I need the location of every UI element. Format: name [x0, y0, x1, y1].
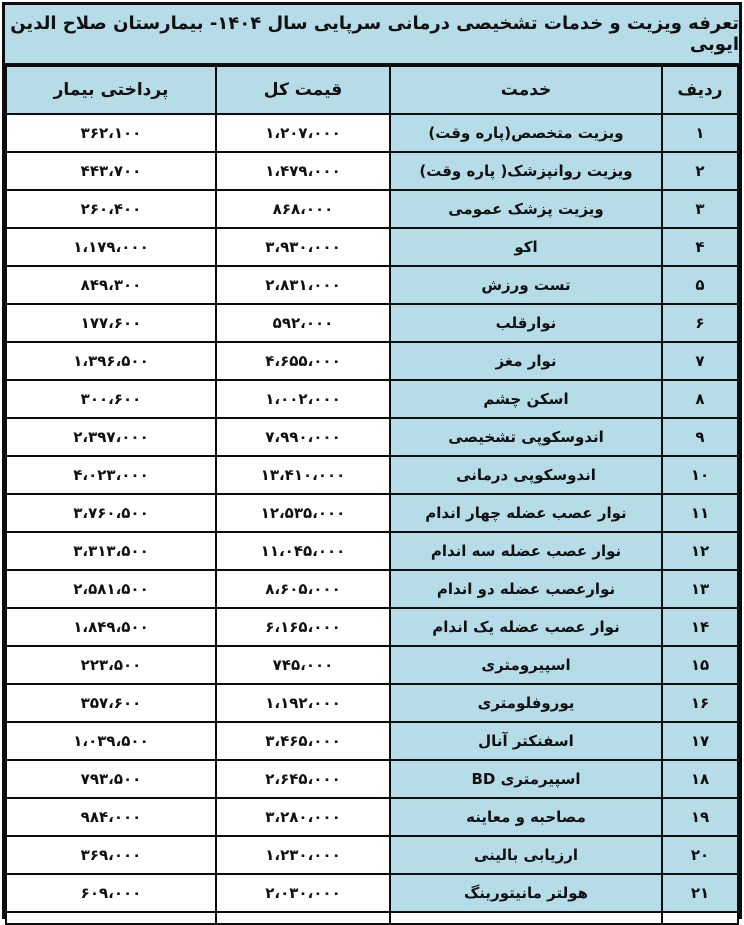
- total-price-cell: ۱،۴۷۹،۰۰۰: [216, 152, 390, 190]
- service-name-cell: نوار مغز: [390, 342, 662, 380]
- row-index-cell: ۱۰: [662, 456, 738, 494]
- total-price-cell: ۱،۲۳۰،۰۰۰: [216, 836, 390, 874]
- service-name-cell: اسفنکتر آنال: [390, 722, 662, 760]
- patient-pay-cell: ۱۷۷،۶۰۰: [6, 304, 216, 342]
- service-name-cell: اسپیرمتری BD: [390, 760, 662, 798]
- service-name-cell: نوار عصب عضله چهار اندام: [390, 494, 662, 532]
- table-row: [6, 684, 738, 722]
- table-row: [6, 874, 738, 912]
- patient-pay-cell: ۷۹۳،۵۰۰: [6, 760, 216, 798]
- service-name-cell: اکو: [390, 228, 662, 266]
- table-row: [6, 228, 738, 266]
- table-row: [6, 304, 738, 342]
- table-row: [6, 456, 738, 494]
- tariff-sheet: [2, 2, 742, 919]
- row-index-cell: ۱۳: [662, 570, 738, 608]
- patient-pay-cell: ۸۴۹،۳۰۰: [6, 266, 216, 304]
- patient-pay-cell: ۳،۷۶۰،۵۰۰: [6, 494, 216, 532]
- patient-pay-cell: ۳۶۲،۱۰۰: [6, 114, 216, 152]
- patient-pay-cell: ۹۸۴،۰۰۰: [6, 798, 216, 836]
- service-name-cell: مصاحبه و معاینه: [390, 798, 662, 836]
- column-header-patient-pay: پرداختی بیمار: [6, 66, 216, 114]
- service-name-cell: ویزیت متخصص(پاره وقت): [390, 114, 662, 152]
- total-price-cell: ۱،۲۰۷،۰۰۰: [216, 114, 390, 152]
- total-price-cell: ۳،۲۸۰،۰۰۰: [216, 798, 390, 836]
- table-row: [6, 836, 738, 874]
- row-index-cell: ۲۰: [662, 836, 738, 874]
- service-name-cell: نوارعصب عضله دو اندام: [390, 570, 662, 608]
- table-row: [6, 380, 738, 418]
- service-name-cell: ارزیابی بالینی: [390, 836, 662, 874]
- row-index-cell: ۱۱: [662, 494, 738, 532]
- total-price-cell: ۲،۶۴۵،۰۰۰: [216, 760, 390, 798]
- tariff-table: [5, 65, 739, 925]
- table-row: [6, 532, 738, 570]
- column-header-row-no: ردیف: [662, 66, 738, 114]
- total-price-cell: ۱۱،۰۴۵،۰۰۰: [216, 532, 390, 570]
- row-index-cell: ۹: [662, 418, 738, 456]
- patient-pay-cell: ۳۶۹،۰۰۰: [6, 836, 216, 874]
- table-title: تعرفه ویزیت و خدمات تشخیصی درمانی سرپایی سال ۱۴۰۴- بیمارستان صلاح الدین ایوبی: [5, 5, 739, 65]
- row-index-cell: ۱۷: [662, 722, 738, 760]
- service-name-cell: اسپیرومتری: [390, 646, 662, 684]
- table-row: [6, 760, 738, 798]
- patient-pay-cell: ۳،۳۱۳،۵۰۰: [6, 532, 216, 570]
- service-name-cell: اسکن چشم: [390, 380, 662, 418]
- patient-pay-cell: ۲۶۰،۴۰۰: [6, 190, 216, 228]
- service-name-cell: ویزیت روانپزشک( پاره وقت): [390, 152, 662, 190]
- row-index-cell: ۱۹: [662, 798, 738, 836]
- service-name-cell: نوارقلب: [390, 304, 662, 342]
- row-index-cell: ۲۱: [662, 874, 738, 912]
- table-row: [6, 608, 738, 646]
- total-price-cell: ۵۹۲،۰۰۰: [216, 304, 390, 342]
- row-index-cell: ۷: [662, 342, 738, 380]
- partial-cell: [390, 912, 662, 924]
- table-row: [6, 190, 738, 228]
- patient-pay-cell: ۶۰۹،۰۰۰: [6, 874, 216, 912]
- patient-pay-cell: ۱،۰۳۹،۵۰۰: [6, 722, 216, 760]
- total-price-cell: ۷،۹۹۰،۰۰۰: [216, 418, 390, 456]
- service-name-cell: تست ورزش: [390, 266, 662, 304]
- column-header-total-price: قیمت کل: [216, 66, 390, 114]
- total-price-cell: ۷۴۵،۰۰۰: [216, 646, 390, 684]
- patient-pay-cell: ۳۰۰،۶۰۰: [6, 380, 216, 418]
- row-index-cell: ۲: [662, 152, 738, 190]
- patient-pay-cell: ۱،۳۹۶،۵۰۰: [6, 342, 216, 380]
- row-index-cell: ۱۶: [662, 684, 738, 722]
- total-price-cell: ۱۳،۴۱۰،۰۰۰: [216, 456, 390, 494]
- table-row: [6, 266, 738, 304]
- header-row: [6, 66, 738, 114]
- patient-pay-cell: ۴،۰۲۳،۰۰۰: [6, 456, 216, 494]
- row-index-cell: ۱۴: [662, 608, 738, 646]
- service-name-cell: نوار عصب عضله یک اندام: [390, 608, 662, 646]
- patient-pay-cell: ۴۴۳،۷۰۰: [6, 152, 216, 190]
- row-index-cell: ۱۸: [662, 760, 738, 798]
- total-price-cell: ۲،۸۳۱،۰۰۰: [216, 266, 390, 304]
- service-name-cell: ویزیت پزشک عمومی: [390, 190, 662, 228]
- patient-pay-cell: ۳۵۷،۶۰۰: [6, 684, 216, 722]
- service-name-cell: اندوسکوپی درمانی: [390, 456, 662, 494]
- total-price-cell: ۳،۹۳۰،۰۰۰: [216, 228, 390, 266]
- partial-cell: [216, 912, 390, 924]
- partial-cell: [662, 912, 738, 924]
- row-index-cell: ۱۵: [662, 646, 738, 684]
- table-row: [6, 798, 738, 836]
- patient-pay-cell: ۲،۵۸۱،۵۰۰: [6, 570, 216, 608]
- patient-pay-cell: ۱،۸۴۹،۵۰۰: [6, 608, 216, 646]
- patient-pay-cell: ۲۲۳،۵۰۰: [6, 646, 216, 684]
- total-price-cell: ۸،۶۰۵،۰۰۰: [216, 570, 390, 608]
- table-row: [6, 152, 738, 190]
- table-row: [6, 114, 738, 152]
- total-price-cell: ۲،۰۳۰،۰۰۰: [216, 874, 390, 912]
- service-name-cell: اندوسکوپی تشخیصی: [390, 418, 662, 456]
- total-price-cell: ۱۲،۵۳۵،۰۰۰: [216, 494, 390, 532]
- total-price-cell: ۱،۱۹۲،۰۰۰: [216, 684, 390, 722]
- total-price-cell: ۱،۰۰۲،۰۰۰: [216, 380, 390, 418]
- service-name-cell: یوروفلومتری: [390, 684, 662, 722]
- row-index-cell: ۸: [662, 380, 738, 418]
- table-body: [6, 114, 738, 924]
- row-index-cell: ۶: [662, 304, 738, 342]
- table-row: [6, 570, 738, 608]
- total-price-cell: ۶،۱۶۵،۰۰۰: [216, 608, 390, 646]
- column-header-service: خدمت: [390, 66, 662, 114]
- service-name-cell: هولتر مانیتورینگ: [390, 874, 662, 912]
- table-row: [6, 418, 738, 456]
- row-index-cell: ۱۲: [662, 532, 738, 570]
- patient-pay-cell: ۱،۱۷۹،۰۰۰: [6, 228, 216, 266]
- partial-cell: [6, 912, 216, 924]
- row-index-cell: ۴: [662, 228, 738, 266]
- table-row: [6, 646, 738, 684]
- table-row: [6, 342, 738, 380]
- partial-row: [6, 912, 738, 924]
- patient-pay-cell: ۲،۳۹۷،۰۰۰: [6, 418, 216, 456]
- table-row: [6, 494, 738, 532]
- row-index-cell: ۵: [662, 266, 738, 304]
- service-name-cell: نوار عصب عضله سه اندام: [390, 532, 662, 570]
- table-row: [6, 722, 738, 760]
- total-price-cell: ۳،۴۶۵،۰۰۰: [216, 722, 390, 760]
- row-index-cell: ۳: [662, 190, 738, 228]
- total-price-cell: ۸۶۸،۰۰۰: [216, 190, 390, 228]
- row-index-cell: ۱: [662, 114, 738, 152]
- total-price-cell: ۴،۶۵۵،۰۰۰: [216, 342, 390, 380]
